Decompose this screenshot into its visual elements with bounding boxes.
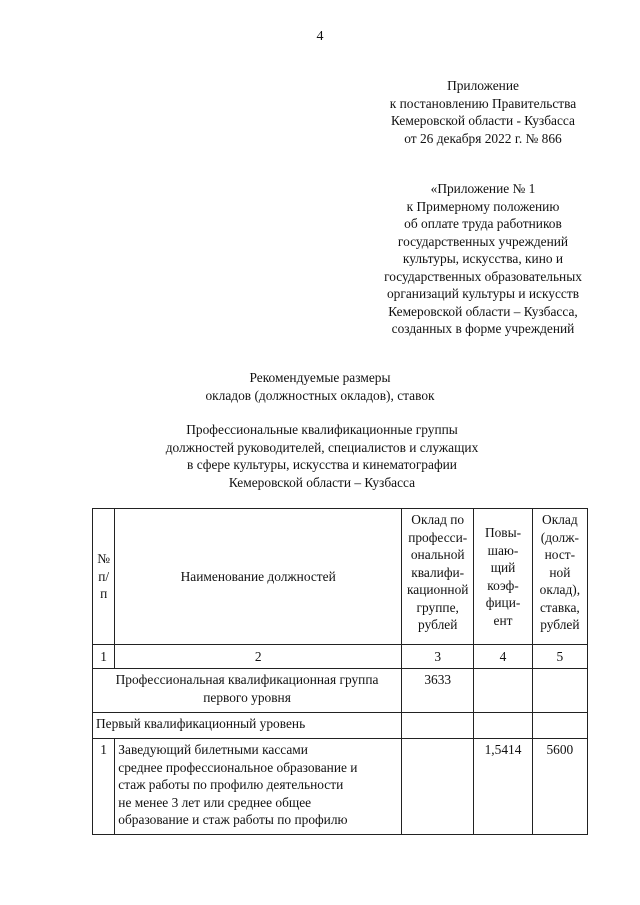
header-salary-group [402, 509, 474, 645]
table-row [93, 739, 588, 835]
column-number: 5 [532, 645, 587, 669]
row-salary-group [402, 739, 474, 835]
row-name [115, 739, 402, 835]
empty-cell [402, 713, 474, 739]
header-name: Наименование должностей [115, 509, 402, 645]
row-name-line: образование и стаж работы по профилю [118, 812, 348, 827]
header-salary [532, 509, 587, 645]
empty-cell [474, 713, 532, 739]
header-salary-line: ной [549, 564, 571, 580]
row-coef: 1,5414 [474, 739, 532, 835]
annex-line: культуры, искусства, кино и [402, 251, 564, 266]
header-salary-group-line: ональной [410, 547, 465, 562]
subtitle-line: должностей руководителей, специалистов и служащих [165, 439, 479, 455]
appendix-line: Кемеровской области - Кузбасса [391, 113, 575, 128]
appendix-heading [352, 77, 614, 147]
row-salary: 5600 [532, 739, 587, 835]
title-line: окладов (должностных окладов), ставок [205, 387, 435, 403]
header-salary-line: ност- [544, 547, 576, 562]
header-coef-line: щий [490, 560, 516, 575]
empty-cell [532, 669, 587, 713]
annex-line: об оплате труда работников [404, 216, 562, 231]
header-salary-line: Оклад [542, 512, 578, 527]
column-number: 3 [402, 645, 474, 669]
group-row [93, 669, 588, 713]
annex-heading [352, 180, 614, 338]
annex-line: к Примерному положению [406, 198, 560, 214]
level-label: Первый квалификационный уровень [93, 713, 402, 739]
column-number: 4 [474, 645, 532, 669]
header-salary-group-line: рублей [418, 617, 458, 632]
annex-line: созданных в форме учреждений [391, 321, 575, 336]
level-row [93, 713, 588, 739]
annex-line: организаций культуры и искусств [386, 286, 580, 301]
header-coef-line: фици- [485, 595, 521, 610]
header-salary-line: оклад), [539, 582, 581, 597]
column-number: 2 [115, 645, 402, 669]
empty-cell [532, 713, 587, 739]
row-name-line: среднее профессиональное образование и [118, 759, 358, 775]
column-number-row [93, 645, 588, 669]
header-salary-group-line: Оклад по [411, 512, 465, 527]
group-name-line: первого уровня [203, 689, 291, 705]
salary-table [92, 508, 588, 835]
header-salary-line: ставка, [539, 599, 580, 615]
appendix-line: к постановлению Правительства [389, 95, 577, 111]
header-num [93, 509, 115, 645]
header-coef-line: Повы- [484, 525, 522, 540]
annex-line: государственных учреждений [397, 233, 569, 249]
header-salary-group-line: професси- [408, 529, 468, 545]
subtitle-line: в сфере культуры, искусства и кинематографии [187, 457, 457, 472]
annex-line: «Приложение № 1 [430, 181, 536, 196]
document-title [150, 369, 490, 404]
header-num-line: п/п [98, 568, 110, 602]
column-number: 1 [93, 645, 115, 669]
header-coef-line: коэф- [487, 577, 519, 593]
table-header-row [93, 509, 588, 645]
appendix-line: от 26 декабря 2022 г. № 866 [404, 130, 562, 146]
document-subtitle [130, 421, 514, 491]
subtitle-line: Кемеровской области – Кузбасса [228, 474, 416, 490]
header-coef-line: ент [493, 612, 513, 628]
annex-line: государственных образовательных [384, 268, 582, 284]
header-salary-group-line: квалифи- [411, 564, 465, 580]
row-name-line: стаж работы по профилю деятельности [118, 777, 344, 792]
empty-cell [474, 669, 532, 713]
subtitle-line: Профессиональные квалификационные группы [186, 422, 458, 437]
row-num: 1 [93, 739, 115, 835]
header-salary-line: рублей [540, 617, 580, 632]
header-salary-line: (долж- [540, 529, 579, 545]
group-salary: 3633 [402, 669, 474, 713]
header-coef-line: шаю- [487, 542, 519, 558]
title-line: Рекомендуемые размеры [249, 370, 391, 385]
header-salary-group-line: группе, [416, 599, 459, 615]
group-name-line: Профессиональная квалификационная группа [115, 672, 379, 687]
header-salary-group-line: кационной [406, 582, 469, 597]
row-name-line: Заведующий билетными кассами [118, 742, 308, 757]
row-name-line: не менее 3 лет или среднее общее [118, 794, 312, 810]
annex-line: Кемеровской области – Кузбасса, [388, 303, 578, 319]
group-name [93, 669, 402, 713]
page-number: 4 [316, 29, 324, 44]
appendix-line: Приложение [447, 78, 519, 93]
header-coef [474, 509, 532, 645]
header-num-line: № [97, 551, 111, 567]
